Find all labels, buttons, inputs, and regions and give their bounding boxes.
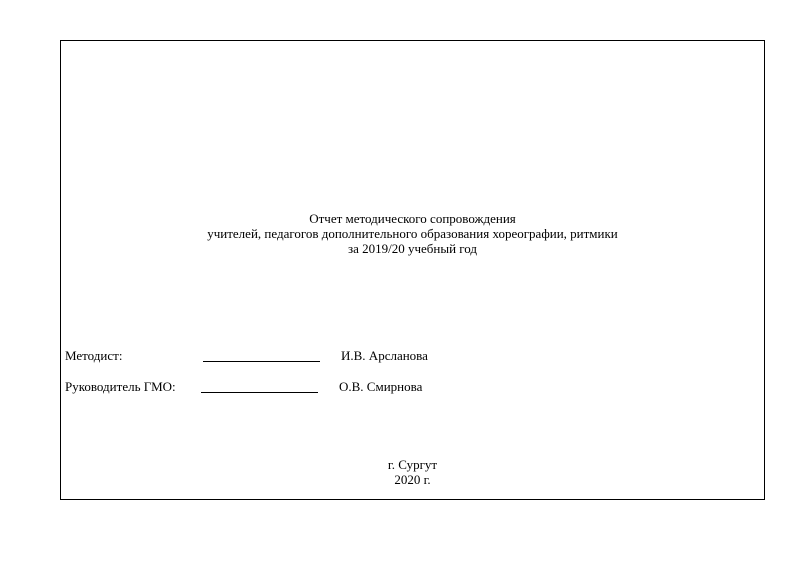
footer-city: г. Сургут: [387, 457, 438, 472]
title-line-3: за 2019/20 учебный год: [347, 241, 478, 256]
signature-line: [201, 392, 318, 393]
signature-name: О.В. Смирнова: [339, 379, 423, 394]
document-page: [60, 40, 765, 500]
signature-name: И.В. Арсланова: [341, 348, 428, 363]
footer-year: 2020 г.: [394, 472, 431, 487]
signature-line: [203, 361, 320, 362]
title-line-2: учителей, педагогов дополнительного образования хореографии, ритмики: [207, 226, 618, 241]
document-title: [61, 211, 764, 256]
signature-role: Руководитель ГМО:: [65, 379, 176, 394]
document-footer: [61, 457, 764, 487]
title-line-1: Отчет методического сопровождения: [309, 211, 516, 226]
signature-role: Методист:: [65, 348, 123, 363]
